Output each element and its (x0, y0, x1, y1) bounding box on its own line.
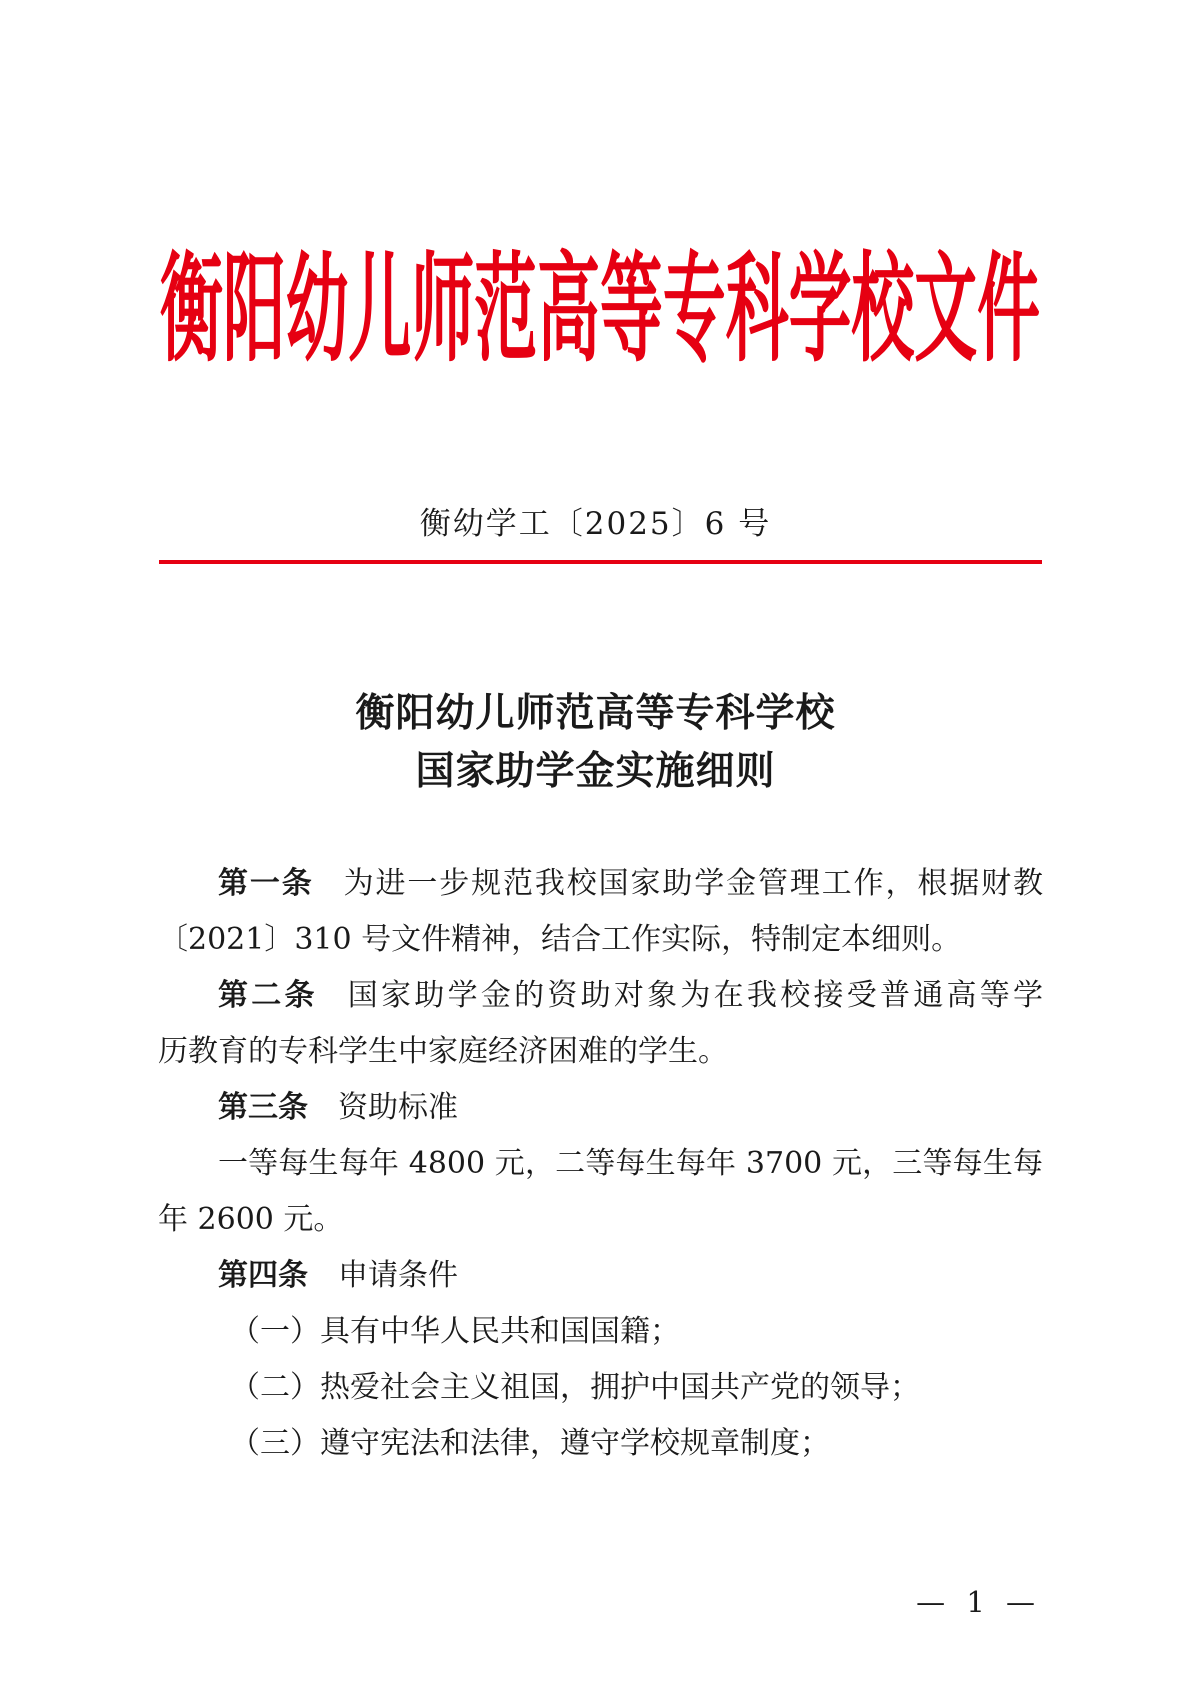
article-1-line-2: 〔2021〕310 号文件精神，结合工作实际，特制定本细则。 (158, 922, 962, 957)
article-4-item-1: （一）具有中华人民共和国国籍； (230, 1314, 680, 1349)
page-number: — 1 — (916, 1585, 1041, 1619)
red-separator-line (159, 560, 1042, 564)
article-2-text-1: 国家助学金的资助对象为在我校接受普通高等学 (347, 978, 1044, 1013)
article-2-line-2: 历教育的专科学生中家庭经济困难的学生。 (158, 1034, 728, 1069)
article-2-label: 第二条 (218, 978, 318, 1013)
article-4-item-3: （三）遵守宪法和法律，遵守学校规章制度； (230, 1426, 830, 1461)
article-1-label: 第一条 (218, 866, 314, 901)
article-1-line-1 (158, 856, 1043, 912)
article-4-label: 第四条 (218, 1258, 308, 1293)
article-4-heading (158, 1248, 1043, 1304)
article-1-text-1: 为进一步规范我校国家助学金管理工作，根据财教 (343, 866, 1043, 901)
document-body (158, 856, 1043, 1472)
article-4-item-2: （二）热爱社会主义祖国，拥护中国共产党的领导； (230, 1370, 920, 1405)
masthead-title: 衡阳幼儿师范高等专科学校文件 (160, 240, 1040, 378)
article-3-title: 资助标准 (338, 1090, 458, 1125)
article-4-title: 申请条件 (338, 1258, 458, 1293)
document-number: 衡幼学工〔2025〕6 号 (419, 506, 772, 542)
article-3-label: 第三条 (218, 1090, 308, 1125)
masthead-title-graphic (150, 232, 1050, 382)
article-3-body-line-1: 一等每生每年 4800 元，二等每生每年 3700 元，三等每生每 (218, 1146, 1043, 1181)
article-3-body-line-2: 年 2600 元。 (158, 1202, 344, 1237)
document-title-line-1: 衡阳幼儿师范高等专科学校 (355, 691, 836, 736)
document-title-line-2: 国家助学金实施细则 (415, 749, 776, 794)
article-2-line-1 (158, 968, 1043, 1024)
article-3-heading (158, 1080, 1043, 1136)
masthead (150, 232, 1050, 382)
